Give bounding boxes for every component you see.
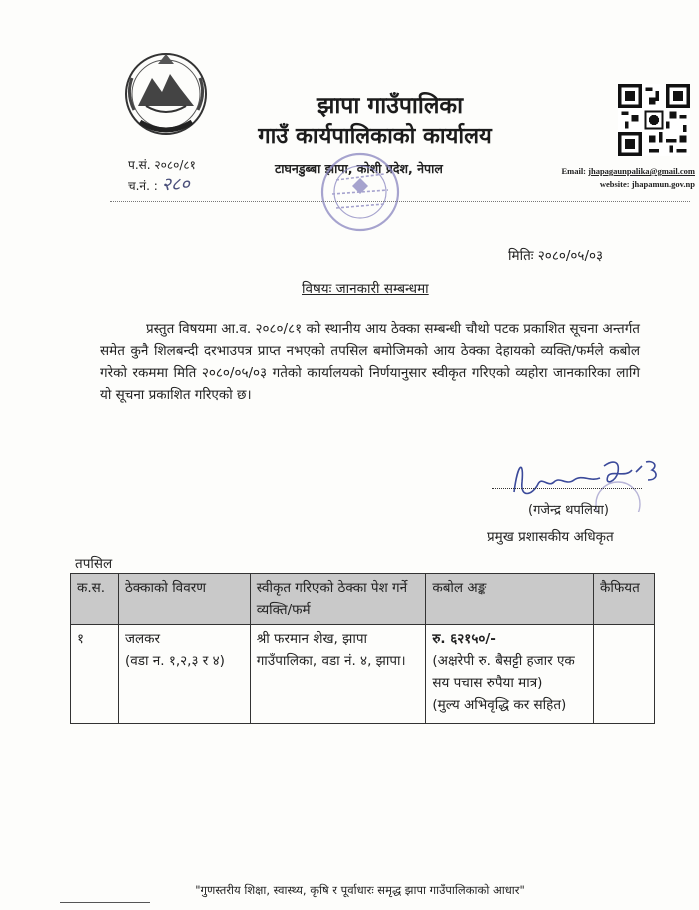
footer-slogan: "गुणस्तरीय शिक्षा, स्वास्थ्य, कृषि र पूर्वाधारः समृद्ध झापा गाउँपालिकाको आधार" [195, 883, 525, 897]
amount-figure: रु. ६२१५०/- [432, 631, 496, 647]
letter-date: मितिः २०८०/०५/०३ [508, 248, 604, 264]
cell-amount [426, 625, 594, 724]
table-header-row [71, 574, 655, 625]
letter-body: प्रस्तुत विषयमा आ.व. २०८०/८१ को स्थानीय आय ठेक्का सम्बन्धी चौथो पटक प्रकाशित सूचना अन्तर्गत समेत कुनै शिलबन्दी दरभाउपत्र प्राप्त नभएको तपसिल बमोजिमको आय ठेक्का देहायको व्यक्ति/फर्मले कबोल गरेको रकममा मिति २०८०/०५/०३ गतेको कार्यालयको निर्णयानुसार स्वीकृत गरिएको व्यहोरा जानकारिका लागि यो सूचना प्रकाशित गरिएको छ। [100, 321, 640, 403]
letter-subject: विषयः जानकारी सम्बन्धमा [302, 281, 429, 297]
header-remarks: कैफियत [593, 574, 654, 625]
table-row [71, 625, 655, 724]
cell-bidder: श्री फरमान शेख, झापा गाउँपालिका, वडा नं. ४, झापा। [250, 625, 426, 724]
nepal-emblem-logo [118, 48, 214, 140]
office-address: टाघनडुब्बा झापा, कोशी प्रदेश, नेपाल [275, 161, 443, 176]
header-bidder: स्वीकृत गरिएको ठेक्का पेश गर्ने व्यक्ति/फर्म [250, 574, 426, 625]
reference-block [128, 155, 196, 196]
dispatch-number-label: च.नं. : [128, 179, 158, 193]
office-stamp-icon [318, 150, 402, 234]
contract-table [70, 573, 655, 724]
cell-remarks [593, 625, 654, 724]
email-link[interactable]: jhapagaunpalika@gmail.com [588, 166, 695, 176]
contact-info [560, 165, 695, 191]
schedule-caption: तपसिल [75, 556, 113, 572]
email-line [560, 165, 695, 178]
signer-name: (गजेन्द्र थपलिया) [528, 503, 609, 518]
cell-description [118, 625, 250, 724]
email-label: Email: [561, 166, 587, 176]
description-wards: (वडा न. १,२,३ र ४) [124, 653, 225, 669]
signature-line [492, 488, 642, 489]
website-label: website: [599, 179, 630, 189]
header-sn: क.स. [71, 574, 119, 625]
header-description: ठेक्काको विवरण [118, 574, 250, 625]
reference-number: प.सं. २०८०/८१ [128, 158, 196, 172]
amount-words: (अक्षरेपी रु. बैसट्टी हजार एक सय पचास रुपैया मात्र) [432, 653, 575, 691]
office-title: झापा गाउँपालिका [316, 93, 464, 119]
footer-divider [60, 902, 150, 903]
header-amount: कबोल अङ्क [426, 574, 594, 625]
header-divider [110, 201, 690, 202]
qr-code-image [618, 84, 690, 156]
dispatch-number [128, 175, 196, 196]
website-link[interactable]: jhapamun.gov.np [631, 179, 695, 189]
cell-sn: १ [71, 625, 119, 724]
website-line [560, 178, 695, 191]
signer-title: प्रमुख प्रशासकीय अधिकृत [487, 529, 614, 545]
amount-note: (मुल्य अभिवृद्धि कर सहित) [432, 697, 567, 713]
dispatch-number-value: २८० [161, 174, 190, 195]
description-title: जलकर [124, 631, 161, 647]
office-subtitle: गाउँ कार्यपालिकाको कार्यालय [258, 124, 492, 149]
